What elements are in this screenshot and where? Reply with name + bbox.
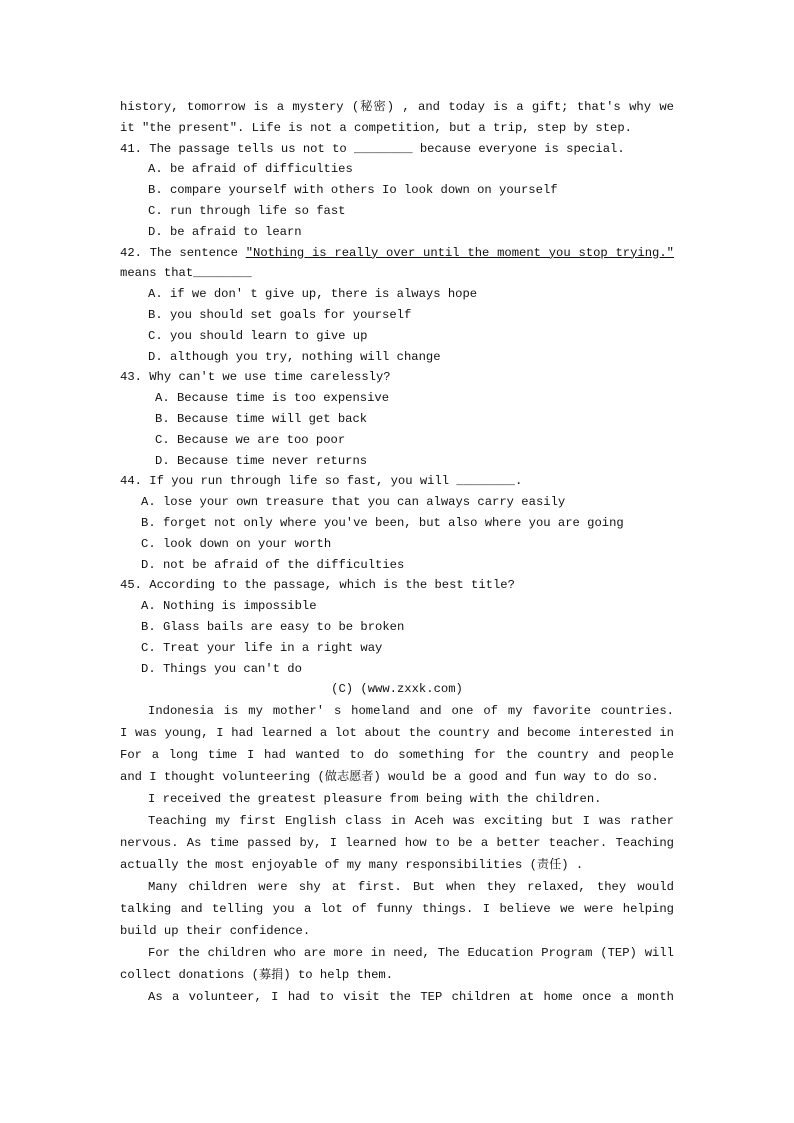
passage-line: and I thought volunteering (做志愿者) would be a good and fun way to do so.	[120, 770, 659, 785]
question-42-option-d: D. although you try, nothing will change	[148, 349, 441, 364]
question-41-stem: 41. The passage tells us not to ________ because everyone is special.	[120, 141, 625, 156]
question-45-stem: 45. According to the passage, which is the best title?	[120, 578, 515, 593]
question-43-stem: 43. Why can't we use time carelessly?	[120, 370, 391, 385]
passage-line: Teaching my first English class in Aceh was exciting but I was rather	[148, 814, 674, 829]
passage-line: I received the greatest pleasure from being with the children.	[148, 792, 602, 807]
question-43-option-b: B. Because time will get back	[155, 411, 368, 426]
passage-line: For a long time I had wanted to do something for the country and people	[120, 748, 674, 763]
question-42-stem-cont: means that________	[120, 266, 252, 281]
passage-line: build up their confidence.	[120, 924, 311, 939]
question-42-stem	[120, 243, 674, 264]
question-45-option-d: D. Things you can't do	[141, 661, 302, 676]
passage-line: nervous. As time passed by, I learned how to be a better teacher. Teaching	[120, 836, 674, 851]
section-heading: (C) (www.zxxk.com)	[331, 682, 463, 697]
question-45-option-a: A. Nothing is impossible	[141, 599, 317, 614]
text-line: history, tomorrow is a mystery (秘密) , and today is a gift; that's why we	[120, 100, 674, 114]
question-43-option-c: C. Because we are too poor	[155, 432, 346, 447]
question-44-option-a: A. lose your own treasure that you can always carry easily	[141, 495, 566, 510]
question-41-option-b: B. compare yourself with others Io look down on yourself	[148, 183, 558, 198]
document-page	[120, 97, 674, 1008]
passage-line: actually the most enjoyable of my many responsibilities (责任) .	[120, 858, 584, 873]
passage-line: Indonesia is my mother' s homeland and one of my favorite countries.	[148, 704, 674, 719]
question-41-option-c: C. run through life so fast	[148, 203, 346, 218]
text-line: it "the present". Life is not a competition, but a trip, step by step.	[120, 120, 632, 135]
question-43-option-a: A. Because time is too expensive	[155, 391, 390, 406]
question-42-option-a: A. if we don' t give up, there is always hope	[148, 287, 478, 302]
question-42-prefix: 42. The sentence	[120, 245, 246, 260]
question-42-option-c: C. you should learn to give up	[148, 328, 368, 343]
question-42-quote: "Nothing is really over until the moment you stop trying."	[245, 245, 674, 260]
question-44-option-d: D. not be afraid of the difficulties	[141, 557, 405, 572]
question-45-option-c: C. Treat your life in a right way	[141, 640, 383, 655]
passage-line: As a volunteer, I had to visit the TEP children at home once a month	[148, 990, 674, 1005]
passage-line: Many children were shy at first. But when they relaxed, they would	[148, 880, 674, 895]
question-41-option-d: D. be afraid to learn	[148, 224, 302, 239]
question-45-option-b: B. Glass bails are easy to be broken	[141, 619, 405, 634]
passage-line: collect donations (募捐) to help them.	[120, 968, 394, 983]
passage	[120, 700, 674, 1008]
passage-line: talking and telling you a lot of funny things. I believe we were helping	[120, 902, 674, 917]
question-44-option-c: C. look down on your worth	[141, 536, 332, 551]
question-42-option-b: B. you should set goals for yourself	[148, 307, 412, 322]
question-44-option-b: B. forget not only where you've been, but also where you are going	[141, 515, 624, 530]
passage-line: I was young, I had learned a lot about the country and become interested in	[120, 726, 674, 741]
question-44-stem: 44. If you run through life so fast, you will ________.	[120, 474, 523, 489]
passage-line: For the children who are more in need, The Education Program (TEP) will	[148, 946, 674, 961]
question-41-option-a: A. be afraid of difficulties	[148, 162, 353, 177]
question-43-option-d: D. Because time never returns	[155, 453, 368, 468]
